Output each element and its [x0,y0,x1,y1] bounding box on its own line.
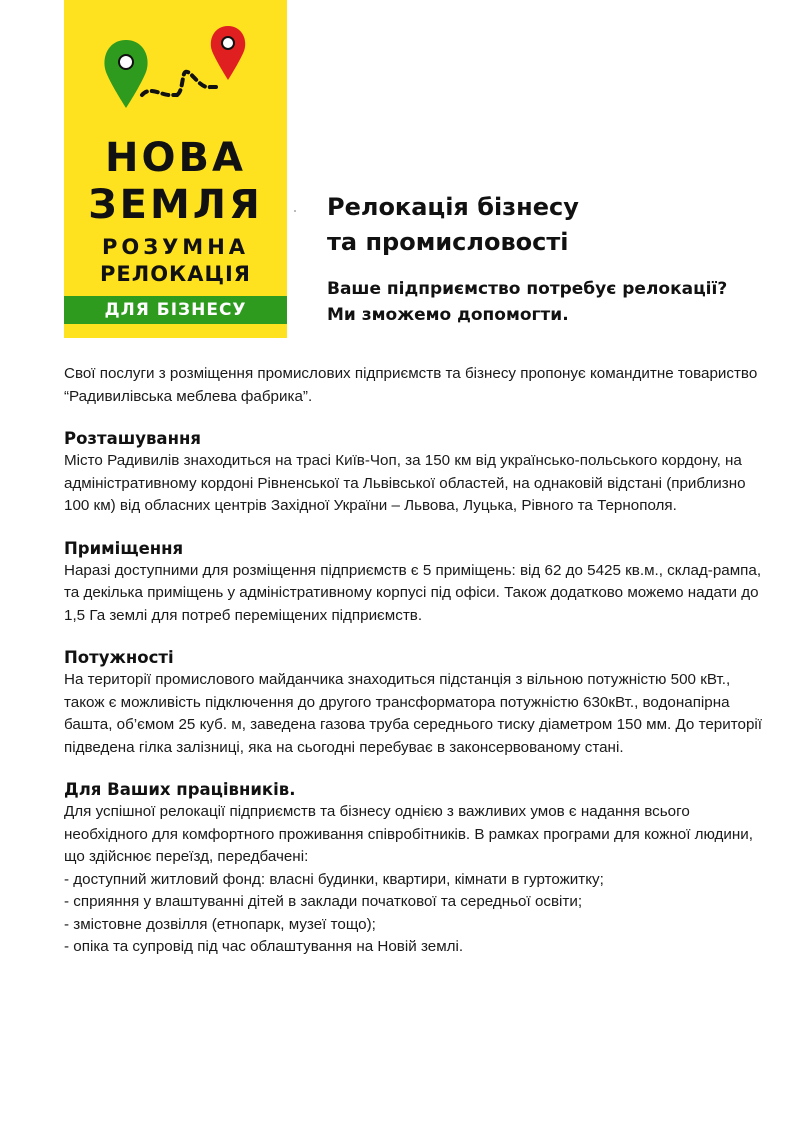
section-text: Для успішної релокації підприємств та бізнесу однією з важливих умов є надання всього необхідного для комфортного проживання співробітників. В рамках програми для кожної людини, що здійснює переїзд, передбачені: [64,803,753,865]
logo-word-nova: НОВА [105,135,246,181]
section-title: Для Ваших працівників. [64,780,296,799]
headline [327,190,767,260]
section-text: Наразі доступними для розміщення підприємств є 5 приміщень: від 62 до 5425 кв.м., склад-рампа, та декілька приміщень у адміністративному корпусі під офіси. Також додатково можемо надати до 1,5 Га землі для потреб переміщених підприємств. [64,561,762,624]
intro-paragraph: Свої послуги з розміщення промислових підприємств та бізнесу пропонує командитне товариство “Радивилівська меблева фабрика”. [64,365,758,405]
subheadline-line-2: Ми зможемо допомогти. [327,305,569,325]
list-item: - сприяння у влаштуванні дітей в заклади початкової та середньої освіти; [64,893,583,910]
map-pins-icon [64,0,287,136]
logo-word-relokatsiya: РЕЛОКАЦІЯ [100,262,251,286]
section-employees [64,778,764,959]
list-item: - доступний житловий фонд: власні будинки, квартири, кімнати в гуртожитку; [64,870,604,888]
logo [64,0,287,338]
subheadline-line-1: Ваше підприємство потребує релокації? [327,279,728,299]
section-capacities [64,646,764,759]
list-item: - опіка та супровід під час облаштування на Новій землі. [64,938,464,955]
benefits-list [64,869,764,959]
subheadline [327,276,777,328]
section-premises [64,537,764,628]
section-title: Приміщення [64,538,184,558]
section-location [64,427,764,518]
logo-word-zemlya: ЗЕМЛЯ [88,182,263,228]
headline-line-2: та промисловості [327,228,569,256]
headline-line-1: Релокація бізнесу [327,193,579,221]
logo-word-rozumna: РОЗУМНА [101,235,250,259]
document-body [64,363,764,959]
decorative-dot [294,210,296,212]
section-title: Потужності [64,648,174,667]
section-title: Розташування [64,429,201,448]
section-text: Місто Радивилів знаходиться на трасі Київ-Чоп, за 150 км від українсько-польського кордону, на адміністративному кордоні Рівненської та Львівської областей, на однаковій відстані (приблизно 100 км) від обласних центрів Західної України – Львова, Луцька, Рівного та Тернополя. [64,452,746,514]
list-item: - змістовне дозвілля (етнопарк, музеї тощо); [64,915,376,933]
logo-band-business: ДЛЯ БІЗНЕСУ [64,296,287,324]
section-text: На території промислового майданчика знаходиться підстанція з вільною потужністю 500 кВт., також є можливість підключення до другого трансформатора потужністю 630кВт., водонапірна башта, об’ємом 25 куб. м, заведена газова труба середнього тиску діаметром 150 мм. До території підведена гілка залізниці, яка на сьогодні перебуває в законсервованому стані. [64,671,763,756]
